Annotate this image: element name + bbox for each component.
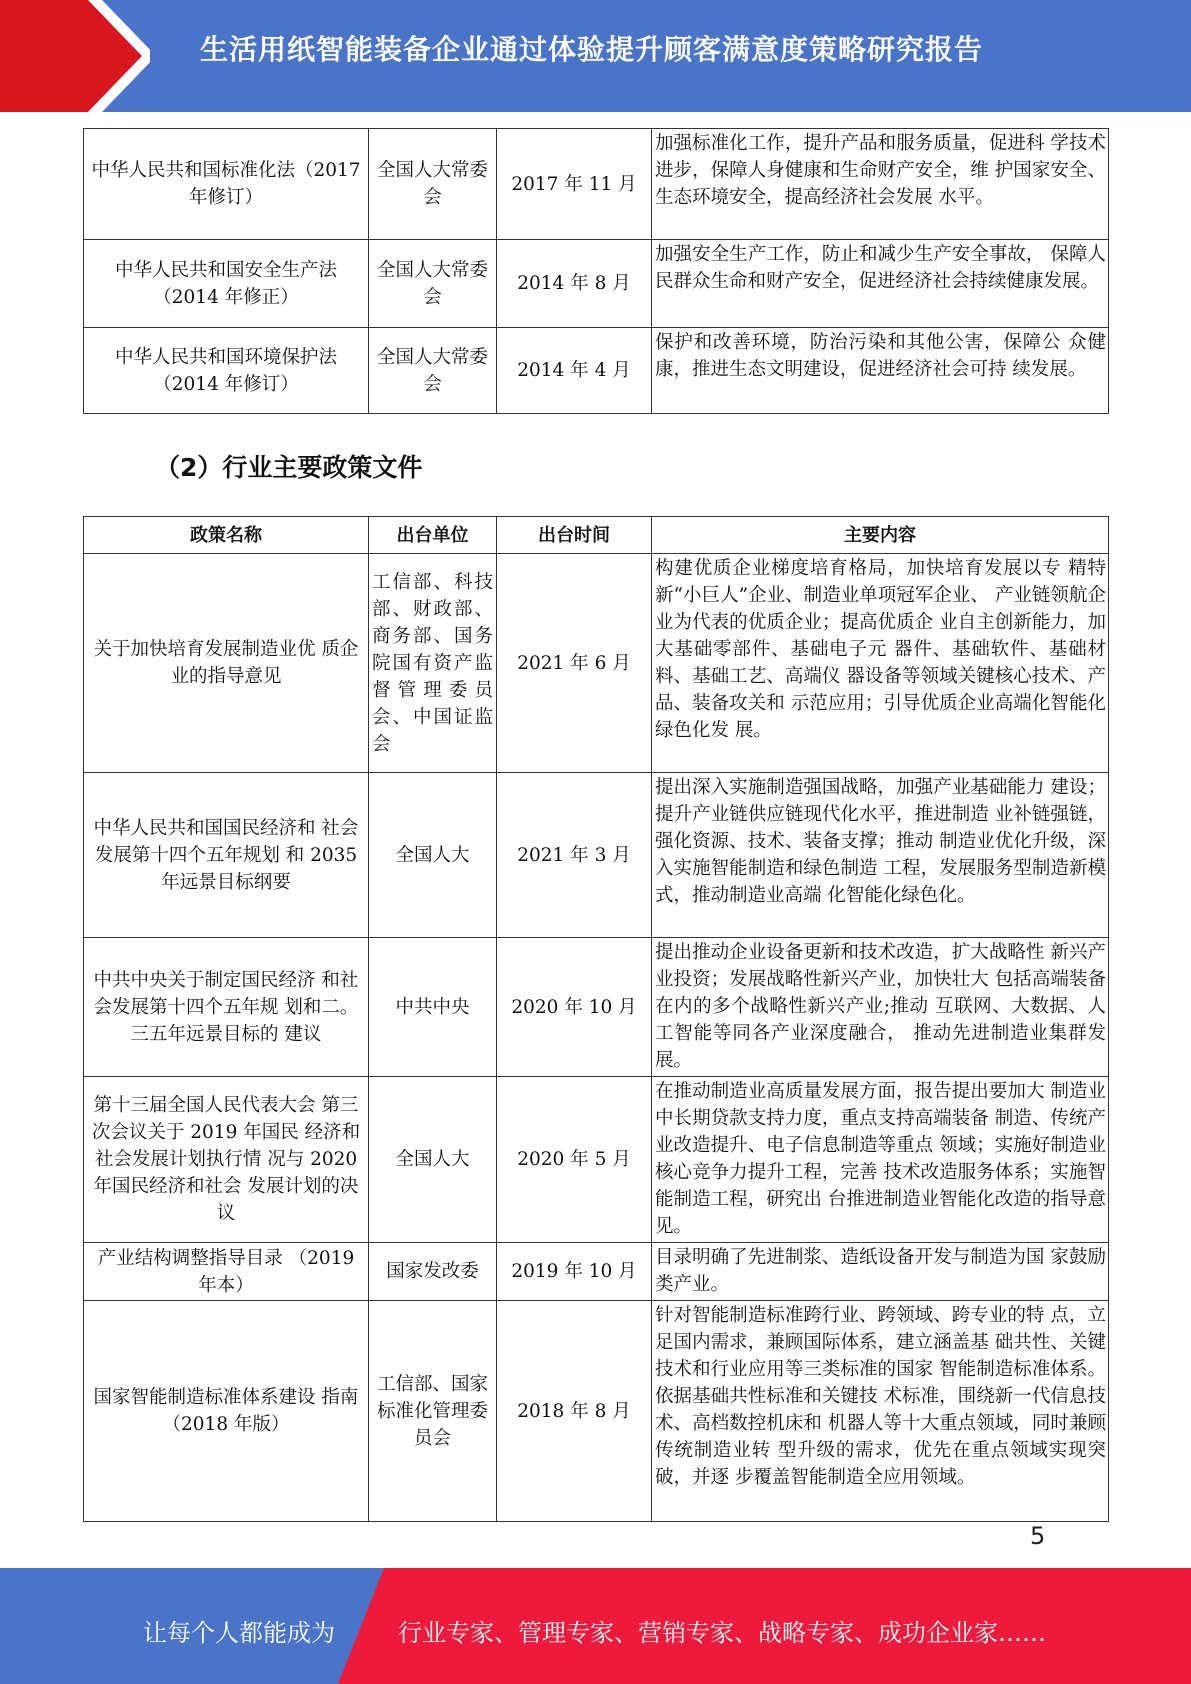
policy-time: 2018 年 8 月 xyxy=(497,1301,652,1522)
policy-time: 2021 年 6 月 xyxy=(497,554,652,773)
law-name: 中华人民共和国环境保护法（2014 年修订） xyxy=(84,328,369,414)
policy-name: 关于加快培育发展制造业优 质企业的指导意见 xyxy=(84,554,369,773)
page-footer xyxy=(0,1568,1191,1684)
page-header xyxy=(0,0,1191,112)
section-heading: （2）行业主要政策文件 xyxy=(155,453,423,482)
policy-content: 提出推动企业设备更新和技术改造，扩大战略性 新兴产业投资；发展战略性新兴产业，加快壮大 包括高端装备在内的多个战略性新兴产业;推动 互联网、大数据、人工智能等同各产业深度融合， 推动先进制造业集群发展。 xyxy=(652,938,1109,1077)
policy-name: 中共中央关于制定国民经济 和社会发展第十四个五年规 划和二。三五年远景目标的 建议 xyxy=(84,938,369,1077)
policy-content: 提出深入实施制造强国战略，加强产业基础能力 建设；提升产业链供应链现代化水平，推进制造 业补链强链，强化资源、技术、装备支撑；推动 制造业优化升级，深入实施智能制造和绿色制造 工程，发展服务型制造新模式，推动制造业高端 化智能化绿色化。 xyxy=(652,773,1109,938)
law-unit: 全国人大常委会 xyxy=(369,328,497,414)
policy-time: 2020 年 5 月 xyxy=(497,1077,652,1243)
table-row xyxy=(84,1077,1109,1243)
policy-content: 针对智能制造标准跨行业、跨领域、跨专业的特 点，立足国内需求，兼顾国际体系，建立涵盖基 础共性、关键技术和行业应用等三类标准的国家 智能制造标准体系。依据基础共性标准和关键技 术标准，围绕新一代信息技术、高档数控机床和 机器人等十大重点领域，同时兼顾传统制造业转 型升级的需求，优先在重点领域实现突破，并逐 步覆盖智能制造全应用领域。 xyxy=(652,1301,1109,1522)
law-unit: 全国人大常委会 xyxy=(369,240,497,328)
law-unit: 全国人大常委会 xyxy=(369,129,497,240)
policy-content: 目录明确了先进制浆、造纸设备开发与制造为国 家鼓励类产业。 xyxy=(652,1243,1109,1301)
law-content: 保护和改善环境，防治污染和其他公害，保障公 众健康，推进生态文明建设，促进经济社会可持 续发展。 xyxy=(652,328,1109,414)
law-name: 中华人民共和国标准化法（2017 年修订） xyxy=(84,129,369,240)
law-content: 加强安全生产工作，防止和减少生产安全事故， 保障人民群众生命和财产安全，促进经济社会持续健康发展。 xyxy=(652,240,1109,328)
table-row xyxy=(84,328,1109,414)
column-header-content: 主要内容 xyxy=(652,517,1109,554)
table-header-row xyxy=(84,517,1109,554)
policy-unit: 国家发改委 xyxy=(369,1243,497,1301)
report-title: 生活用纸智能装备企业通过体验提升顾客满意度策略研究报告 xyxy=(200,33,984,66)
table-row xyxy=(84,773,1109,938)
policy-unit: 全国人大 xyxy=(369,1077,497,1243)
law-content: 加强标准化工作，提升产品和服务质量，促进科 学技术进步，保障人身健康和生命财产安全，维 护国家安全、生态环境安全，提高经济社会发展 水平。 xyxy=(652,129,1109,240)
column-header-time: 出台时间 xyxy=(497,517,652,554)
column-header-name: 政策名称 xyxy=(84,517,369,554)
table-row xyxy=(84,1301,1109,1522)
policy-time: 2019 年 10 月 xyxy=(497,1243,652,1301)
table-row xyxy=(84,554,1109,773)
law-name: 中华人民共和国安全生产法（2014 年修正） xyxy=(84,240,369,328)
policy-unit: 工信部、国家标准化管理委员会 xyxy=(369,1301,497,1522)
table-row xyxy=(84,938,1109,1077)
policy-time: 2021 年 3 月 xyxy=(497,773,652,938)
table-row xyxy=(84,1243,1109,1301)
policy-name: 第十三届全国人民代表大会 第三次会议关于 2019 年国民 经济和社会发展计划执行情 况与 2020 年国民经济和社会 发展计划的决议 xyxy=(84,1077,369,1243)
laws-table xyxy=(83,128,1109,414)
policy-time: 2020 年 10 月 xyxy=(497,938,652,1077)
footer-slogan-right: 行业专家、管理专家、营销专家、战略专家、成功企业家…… xyxy=(398,1619,1046,1647)
footer-slogan-left: 让每个人都能成为 xyxy=(143,1619,335,1647)
policy-table xyxy=(83,516,1109,1522)
policy-unit: 全国人大 xyxy=(369,773,497,938)
policy-name: 产业结构调整指导目录 （2019 年本） xyxy=(84,1243,369,1301)
policy-name: 国家智能制造标准体系建设 指南（2018 年版） xyxy=(84,1301,369,1522)
law-time: 2014 年 4 月 xyxy=(497,328,652,414)
page-number: 5 xyxy=(1030,1522,1046,1550)
law-time: 2017 年 11 月 xyxy=(497,129,652,240)
policy-unit: 工信部、科技部、财政部、商务部、国务院国有资产监督管理委员会、中国证监会 xyxy=(369,554,497,773)
table-row xyxy=(84,129,1109,240)
policy-content: 在推动制造业高质量发展方面，报告提出要加大 制造业中长期贷款支持力度，重点支持高端装备 制造、传统产业改造提升、电子信息制造等重点 领域；实施好制造业核心竞争力提升工程，完善 技术改造服务体系；实施智能制造工程，研究出 台推进制造业智能化改造的指导意见。 xyxy=(652,1077,1109,1243)
header-red-arrow xyxy=(0,0,150,112)
table-row xyxy=(84,240,1109,328)
law-time: 2014 年 8 月 xyxy=(497,240,652,328)
policy-name: 中华人民共和国国民经济和 社会发展第十四个五年规划 和 2035 年远景目标纲要 xyxy=(84,773,369,938)
policy-unit: 中共中央 xyxy=(369,938,497,1077)
column-header-unit: 出台单位 xyxy=(369,517,497,554)
policy-content: 构建优质企业梯度培育格局，加快培育发展以专 精特新“小巨人”企业、制造业单项冠军企业、 产业链领航企业为代表的优质企业；提高优质企 业自主创新能力，加大基础零部件、基础电子元 器件、基础软件、基础材料、基础工艺、高端仪 器设备等领域关键核心技术、产品、装备攻关和 示范应用；引导优质企业高端化智能化绿色化发 展。 xyxy=(652,554,1109,773)
